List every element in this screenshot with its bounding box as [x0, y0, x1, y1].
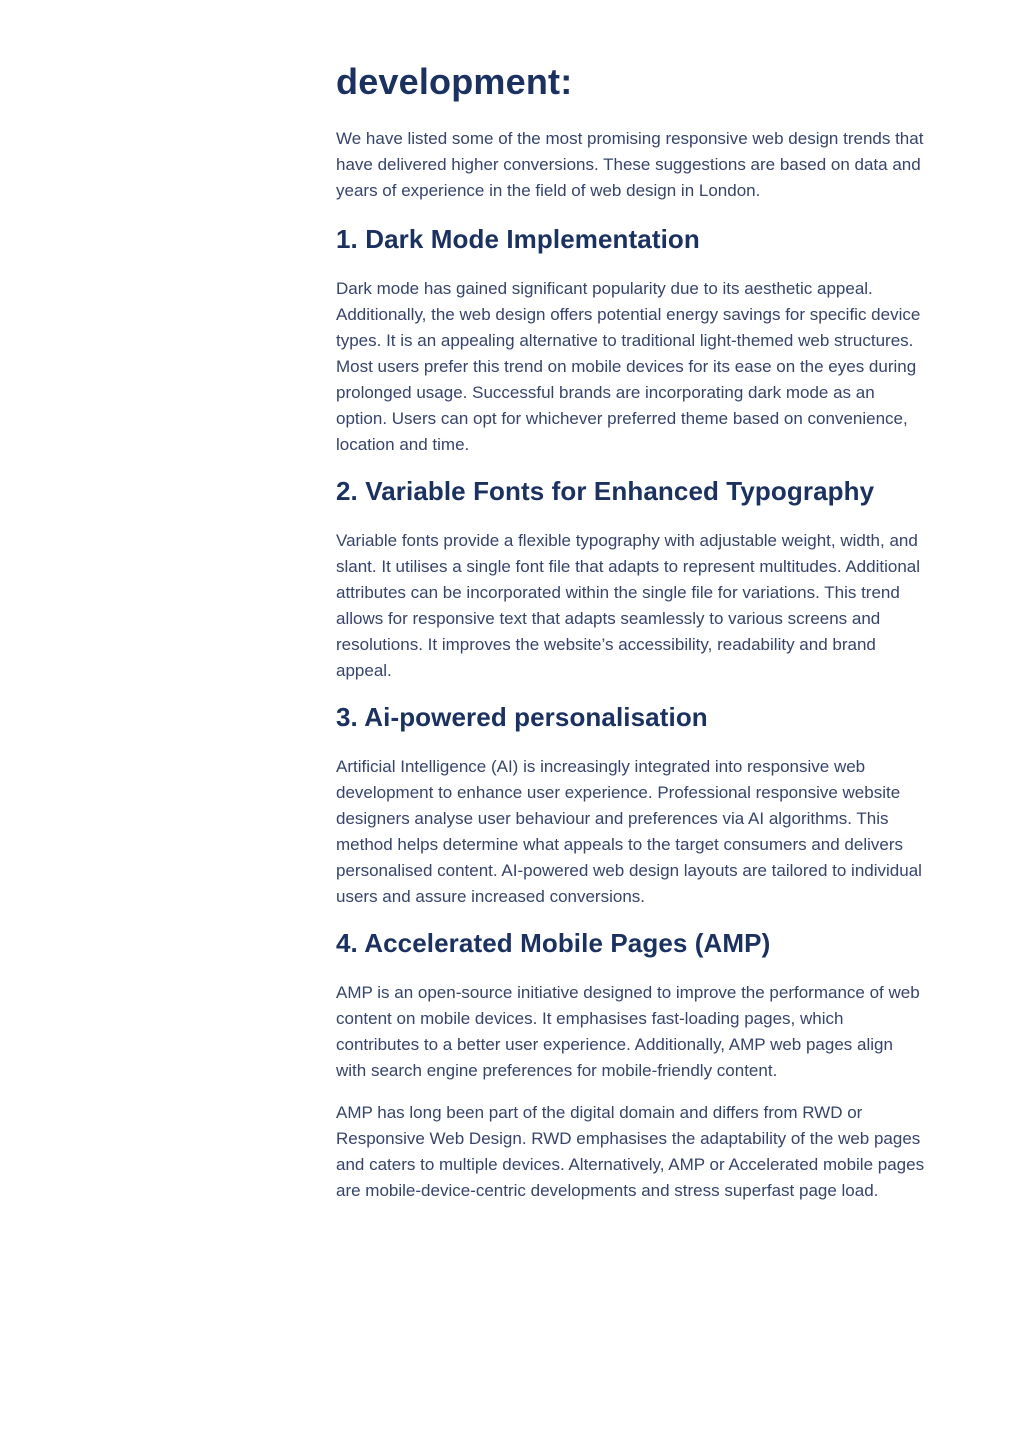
- section-amp: [336, 926, 926, 1204]
- section-heading: 1. Dark Mode Implementation: [336, 224, 700, 254]
- section-variable-fonts: [336, 474, 926, 684]
- section-heading: 3. Ai-powered personalisation: [336, 702, 708, 732]
- section-ai-personalisation: [336, 700, 926, 910]
- section-heading: 4. Accelerated Mobile Pages (AMP): [336, 928, 771, 958]
- article-body: [336, 58, 926, 1220]
- page-heading: development:: [336, 61, 573, 102]
- section-paragraph: Artificial Intelligence (AI) is increasingly integrated into responsive web development to enhance user experience. Professional responsive website designers analyse user behaviour and preferences via AI algorithms. This method helps determine what appeals to the target consumers and delivers personalised content. AI-powered web design layouts are tailored to individual users and assure increased conversions.: [336, 757, 922, 906]
- section-paragraph: AMP is an open-source initiative designed to improve the performance of web content on mobile devices. It emphasises fast-loading pages, which contributes to a better user experience. Additionally, AMP web pages align with search engine preferences for mobile-friendly content.: [336, 983, 920, 1080]
- section-dark-mode: [336, 222, 926, 458]
- intro-paragraph: We have listed some of the most promising responsive web design trends that have delivered higher conversions. These suggestions are based on data and years of experience in the field of web design in London.: [336, 129, 924, 200]
- section-heading: 2. Variable Fonts for Enhanced Typography: [336, 476, 875, 506]
- section-paragraph: AMP has long been part of the digital domain and differs from RWD or Responsive Web Design. RWD emphasises the adaptability of the web pages and caters to multiple devices. Alternatively, AMP or Accelerated mobile pages are mobile-device-centric developments and stress superfast page load.: [336, 1103, 925, 1200]
- section-paragraph: Variable fonts provide a flexible typography with adjustable weight, width, and slant. It utilises a single font file that adapts to represent multitudes. Additional attributes can be incorporated within the single file for variations. This trend allows for responsive text that adapts seamlessly to various screens and resolutions. It improves the website’s accessibility, readability and brand appeal.: [336, 531, 921, 680]
- section-paragraph: Dark mode has gained significant popularity due to its aesthetic appeal. Additionally, the web design offers potential energy savings for specific device types. It is an appealing alternative to traditional light-themed web structures. Most users prefer this trend on mobile devices for its ease on the eyes during prolonged usage. Successful brands are incorporating dark mode as an option. Users can opt for whichever preferred theme based on convenience, location and time.: [336, 279, 921, 454]
